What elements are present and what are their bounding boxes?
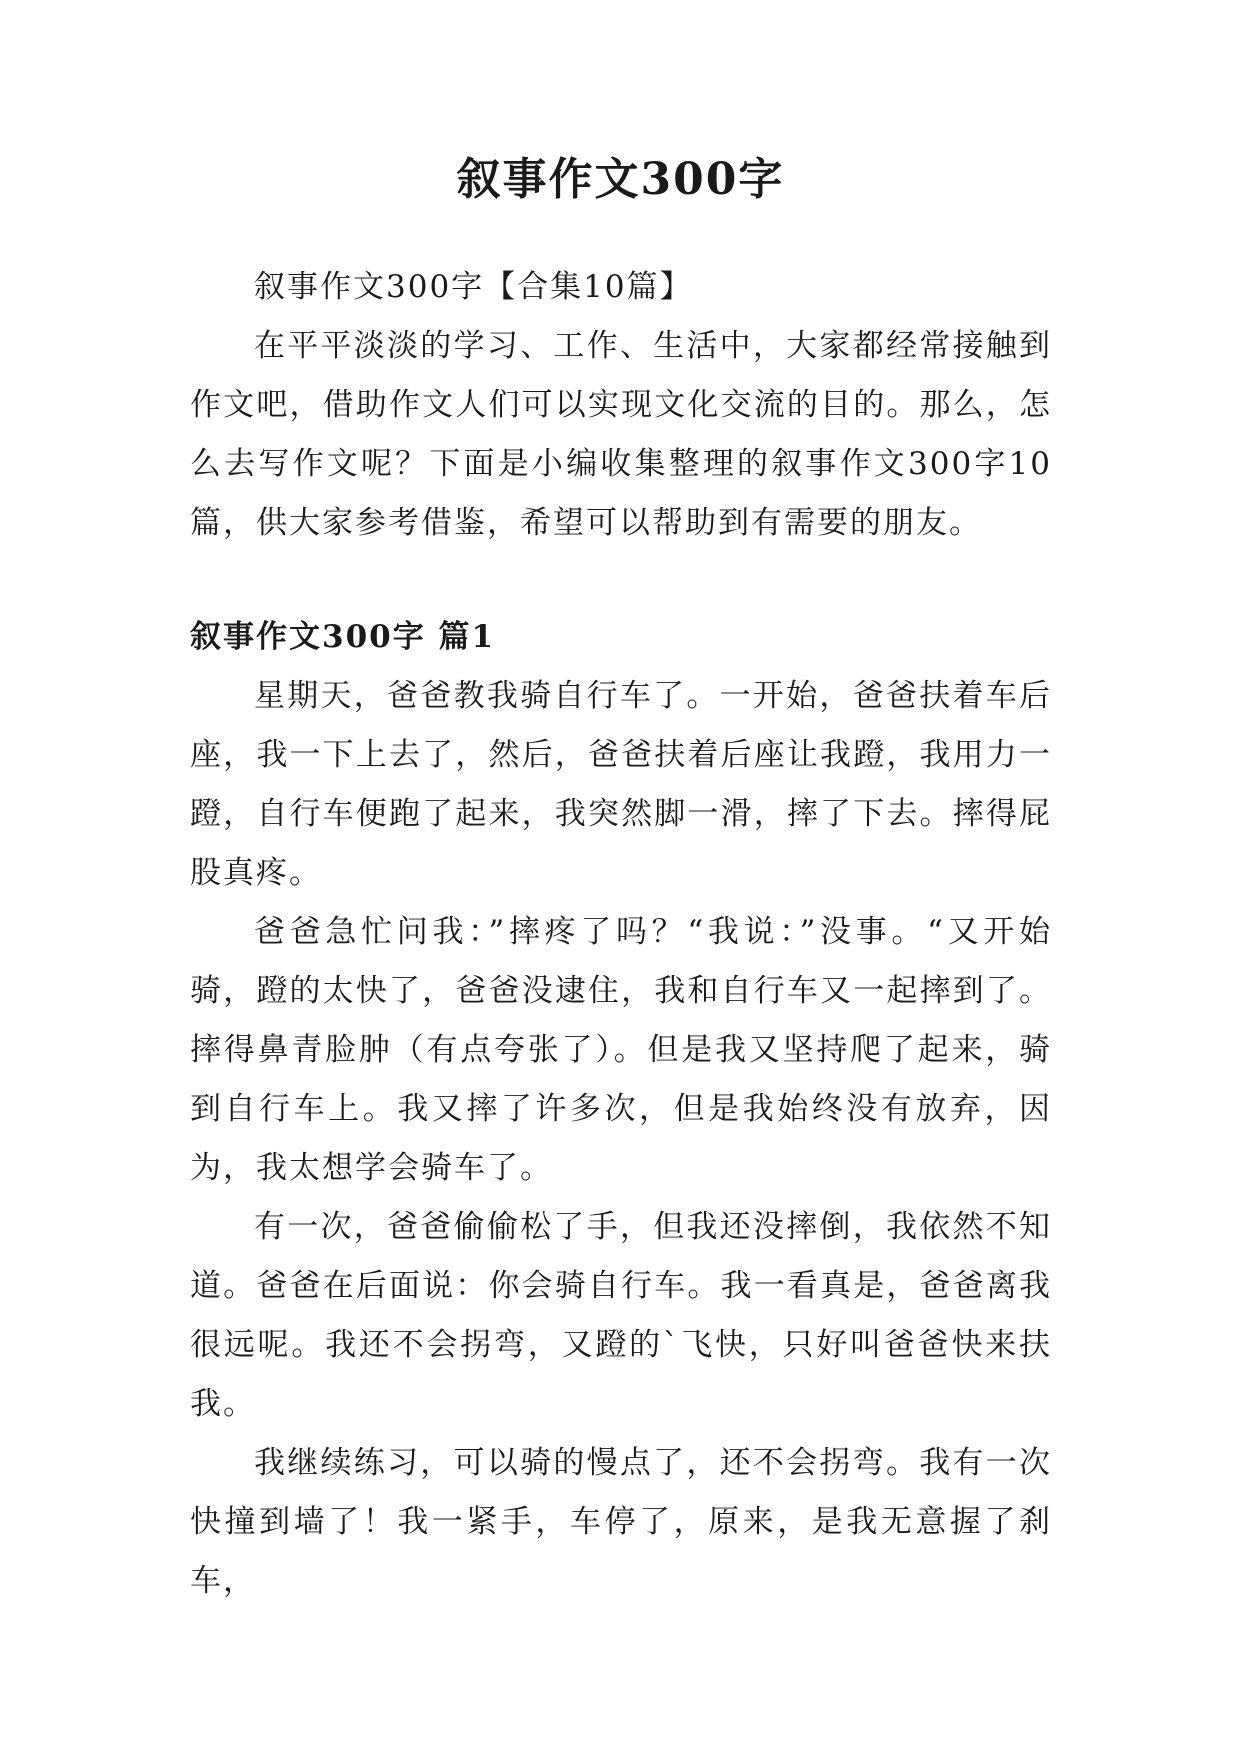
document-title: 叙事作文300字 [456,154,785,205]
body-paragraph: 我继续练习，可以骑的慢点了，还不会拐弯。我有一次快撞到墙了！我一紧手，车停了，原来，是我无意握了刹车， [190,1445,1052,1599]
intro-paragraph: 在平平淡淡的学习、工作、生活中，大家都经常接触到作文吧，借助作文人们可以实现文化交流的目的。那么，怎么去写作文呢？下面是小编收集整理的叙事作文300字10篇，供大家参考借鉴，希望可以帮助到有需要的朋友。 [190,328,1052,541]
body-paragraph: 爸爸急忙问我：”摔疼了吗？“我说：”没事。“又开始骑，蹬的太快了，爸爸没逮住，我和自行车又一起摔到了。摔得鼻青脸肿（有点夸张了）。但是我又坚持爬了起来，骑到自行车上。我又摔了许多次，但是我始终没有放弃，因为，我太想学会骑车了。 [190,914,1052,1186]
document-body [190,258,1052,1611]
document-subtitle: 叙事作文300字【合集10篇】 [254,269,693,305]
body-paragraph: 星期天，爸爸教我骑自行车了。一开始，爸爸扶着车后座，我一下上去了，然后，爸爸扶着后座让我蹬，我用力一蹬，自行车便跑了起来，我突然脚一滑，摔了下去。摔得屁股真疼。 [190,678,1052,891]
section-heading: 叙事作文300字 篇1 [190,619,496,655]
body-paragraph: 有一次，爸爸偷偷松了手，但我还没摔倒，我依然不知道。爸爸在后面说：你会骑自行车。我一看真是，爸爸离我很远呢。我还不会拐弯，又蹬的`飞快，只好叫爸爸快来扶我。 [190,1209,1052,1422]
